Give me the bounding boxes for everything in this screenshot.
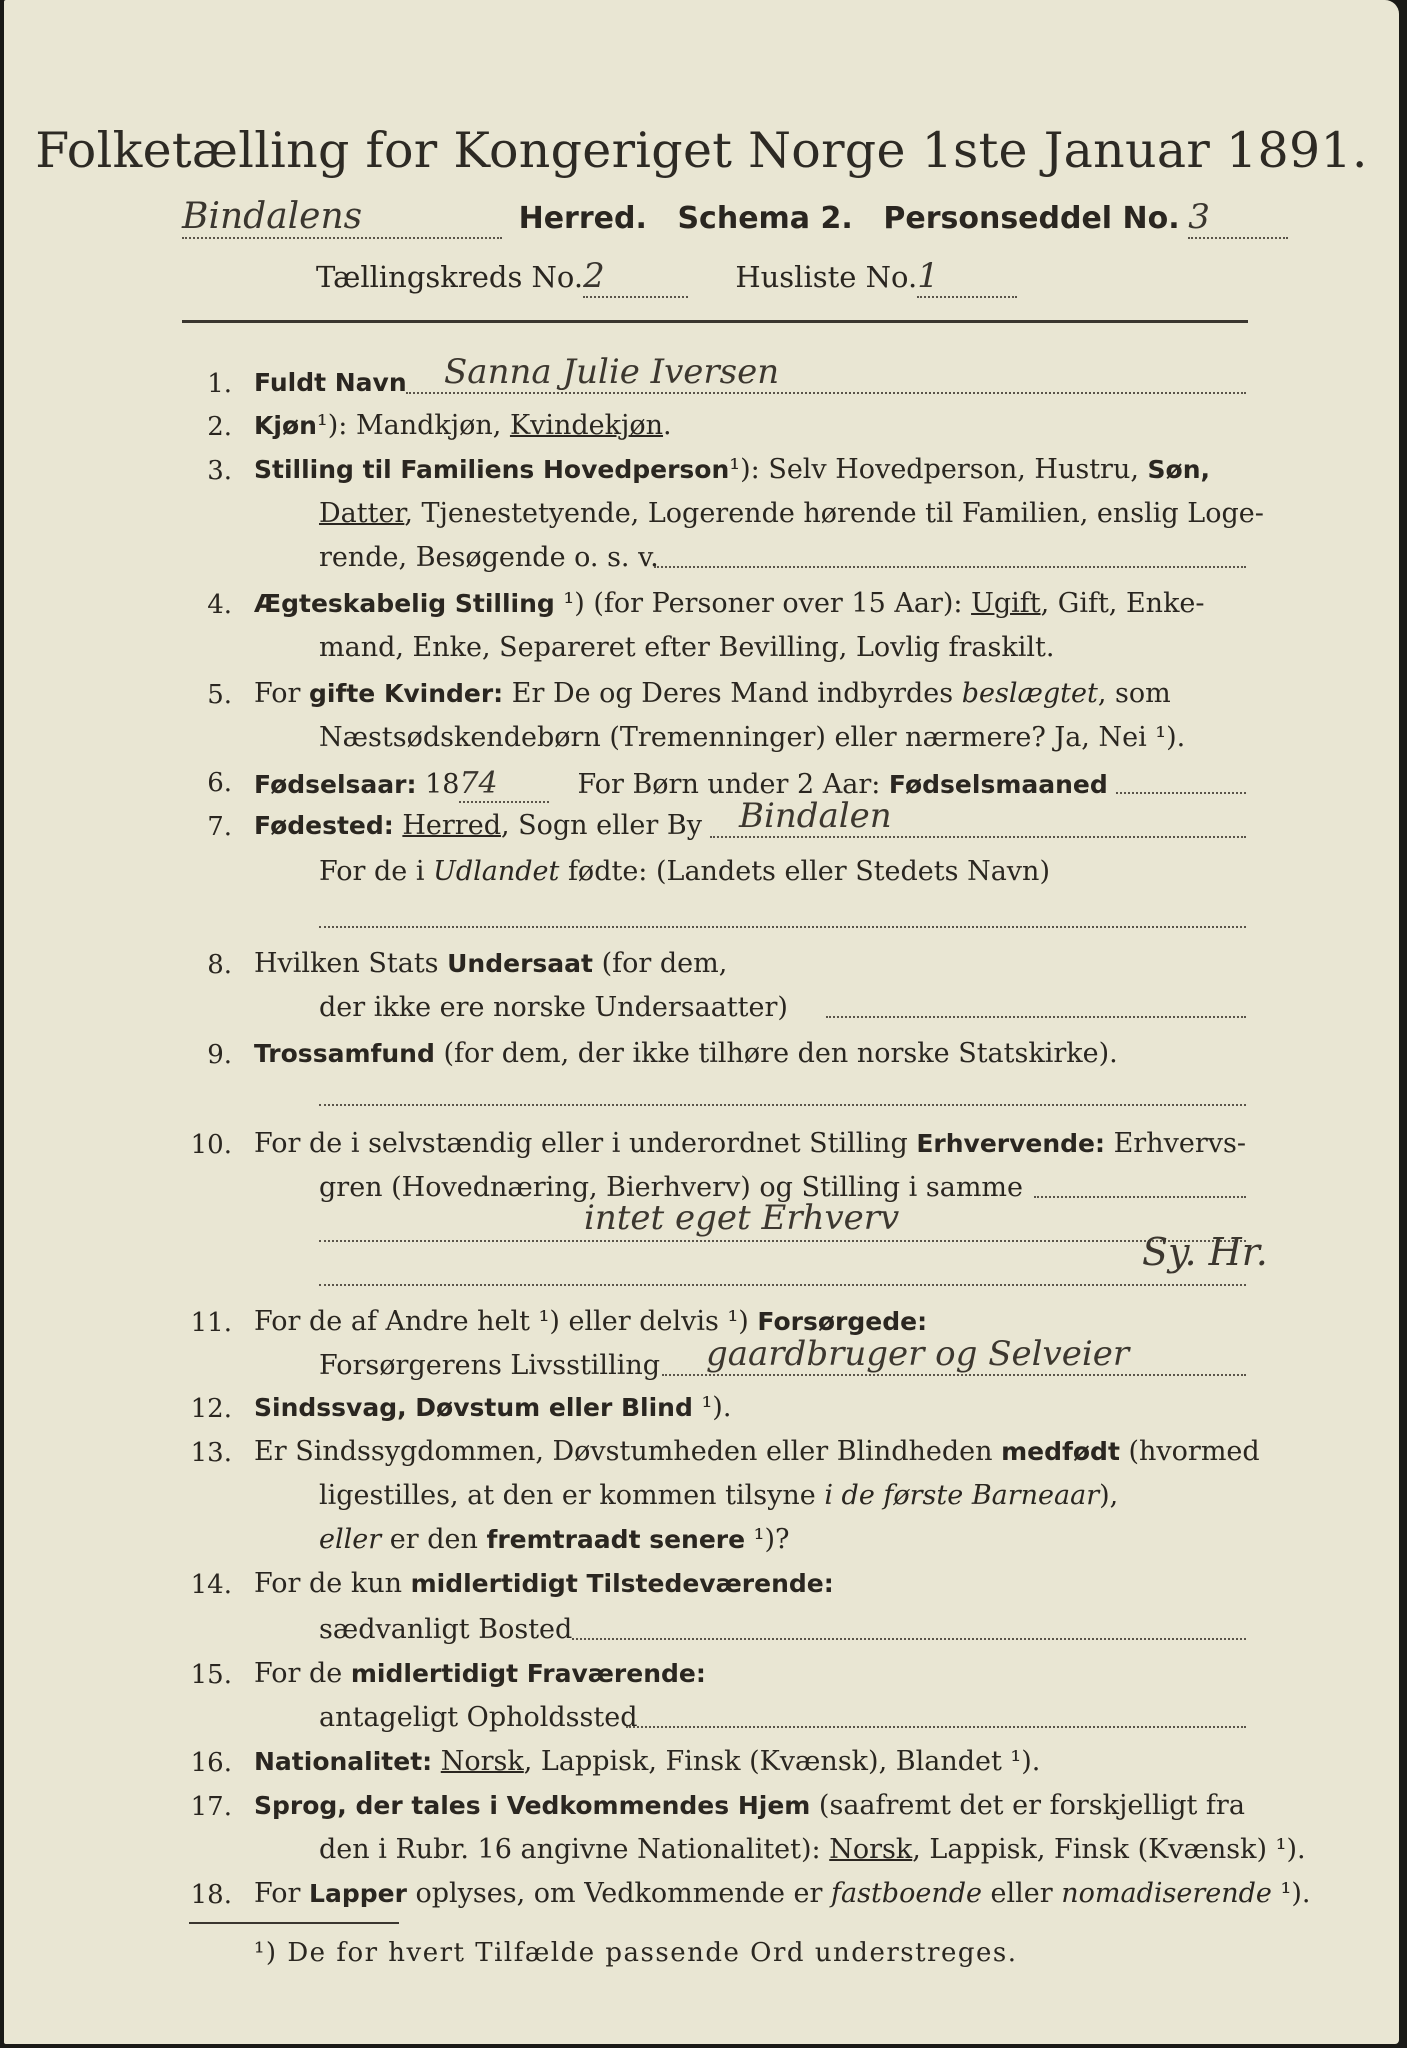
- q8-row2: [319, 992, 788, 1023]
- husliste-label: Husliste No.: [735, 260, 918, 294]
- q3-datter: Datter: [319, 498, 405, 529]
- q8-label: Undersaat: [447, 949, 593, 978]
- q18-fastboende: fastboende: [831, 1878, 982, 1909]
- q9-text: (for dem, der ikke tilhøre den norske Statskirke).: [434, 1038, 1118, 1069]
- q10-text: gren (Hovednæring, Bierhverv) og Stilling i samme: [319, 1172, 1024, 1203]
- item-number: 6.: [207, 768, 232, 798]
- q10-label: Erhvervende:: [916, 1129, 1106, 1158]
- q13-text: Er Sindssygdommen, Døvstumheden eller Blindheden: [254, 1436, 1002, 1467]
- q14-row1: [254, 1568, 834, 1599]
- q5-row2: [319, 722, 1185, 753]
- q6-text: For Børn under 2 Aar:: [577, 769, 889, 800]
- q14-fill-line: [572, 1638, 1246, 1640]
- q13-row2: [319, 1480, 1118, 1511]
- q4-text: mand, Enke, Separeret efter Bevilling, Lovlig fraskilt.: [319, 632, 1055, 663]
- q13-row1: [254, 1436, 1260, 1467]
- q3-fill-line: [654, 566, 1246, 568]
- item-number: 16.: [190, 1748, 232, 1778]
- q6-prefix: 18: [416, 769, 460, 800]
- q7-herred: Herred: [402, 810, 501, 841]
- q11-text: Forsørgerens Livsstilling: [319, 1350, 661, 1381]
- q13-text: ¹)?: [745, 1524, 790, 1555]
- herred-label: Herred.: [518, 201, 647, 236]
- item-number: 2.: [207, 412, 232, 442]
- item-number: 10.: [190, 1130, 232, 1160]
- q6-row: [254, 766, 1108, 803]
- q3-row2: [319, 498, 1264, 529]
- q18-text: ¹).: [1271, 1878, 1311, 1909]
- q10-fill-line-2: [319, 1240, 1246, 1242]
- q11-fill-line: [662, 1374, 1246, 1376]
- q5-text: Er De og Deres Mand indbyrdes: [503, 678, 962, 709]
- q13-text: ligestilles, at den er kommen tilsyne: [319, 1480, 825, 1511]
- q14-text: sædvanligt Bosted: [319, 1614, 573, 1645]
- header-row-kreds: [316, 256, 1017, 298]
- q2-row: [254, 410, 672, 441]
- q15-text: antageligt Opholdssted: [319, 1702, 638, 1733]
- q1-fill-line: [406, 392, 1246, 394]
- q11-answer: gaardbruger og Selveier: [706, 1334, 1130, 1374]
- q9-fill-line: [319, 1104, 1246, 1106]
- q5-beslaegtet: beslægtet: [961, 678, 1098, 709]
- kreds-value: 2: [583, 256, 688, 298]
- q12-label: Sindssvag, Døvstum eller Blind: [254, 1393, 693, 1422]
- q8-text: (for dem,: [592, 948, 728, 979]
- q3-row3: [319, 542, 659, 573]
- q3-son: Søn,: [1147, 455, 1211, 484]
- q18-nomadiserende: nomadiserende: [1061, 1878, 1272, 1909]
- q3-text: ¹): Selv Hovedperson, Hustru,: [729, 454, 1148, 485]
- q5-text: For: [254, 678, 310, 709]
- q18-text: oplyses, om Vedkommende er: [406, 1878, 831, 1909]
- q7-text: fødte: (Landets eller Stedets Navn): [559, 856, 1050, 887]
- q5-row1: [254, 678, 1171, 709]
- personseddel-value: 3: [1188, 197, 1288, 239]
- q1-label: Fuldt Navn: [254, 368, 407, 397]
- q14-row2: [319, 1614, 572, 1645]
- item-number: 11.: [190, 1308, 232, 1338]
- q7-row1: [254, 810, 702, 841]
- footnote-divider: [189, 1922, 399, 1924]
- item-number: 1.: [207, 369, 232, 399]
- q9-label: Trossamfund: [254, 1039, 435, 1068]
- q4-row2: [319, 632, 1054, 663]
- q8-text: der ikke ere norske Undersaatter): [319, 992, 788, 1023]
- item-number: 9.: [207, 1040, 232, 1070]
- q3-text: , Tjenestetyende, Logerende hørende til Familien, enslig Loge-: [404, 498, 1264, 529]
- q8-text: Hvilken Stats: [254, 948, 448, 979]
- q4-text: , Gift, Enke-: [1040, 588, 1205, 619]
- q17-row1: [254, 1790, 1245, 1821]
- q15-label: midlertidigt Fraværende:: [350, 1659, 706, 1688]
- superscript: ¹):: [316, 410, 348, 441]
- q14-label: midlertidigt Tilstedeværende:: [410, 1569, 834, 1598]
- item-number: 14.: [190, 1570, 232, 1600]
- header-divider: [182, 320, 1248, 323]
- q7-fill-line-2: [319, 926, 1246, 928]
- q14-text: For de kun: [254, 1568, 411, 1599]
- item-number: 4.: [207, 590, 232, 620]
- herred-value: Bindalens: [182, 196, 502, 239]
- q11-text: For de af Andre helt ¹) eller delvis ¹): [254, 1306, 758, 1337]
- q3-row1: [254, 454, 1210, 485]
- q13-barneaar: i de første Barneaar: [824, 1480, 1100, 1511]
- item-number: 18.: [190, 1880, 232, 1910]
- punct: .: [663, 410, 672, 441]
- q5-text: , som: [1097, 678, 1171, 709]
- q16-text: , Lappisk, Finsk (Kvænsk), Blandet ¹).: [523, 1746, 1041, 1777]
- q12-row: [254, 1392, 731, 1423]
- q4-ugift: Ugift: [971, 588, 1041, 619]
- q7-row2: [319, 856, 1050, 887]
- q1-row: [254, 367, 407, 398]
- item-number: 8.: [207, 950, 232, 980]
- q18-text: For: [254, 1878, 310, 1909]
- q4-text: ¹) (for Personer over 15 Aar):: [554, 588, 972, 619]
- q17-text: den i Rubr. 16 angivne Nationalitet):: [319, 1834, 830, 1865]
- q10-initials: Sy. Hr.: [1142, 1230, 1268, 1274]
- q18-row: [254, 1878, 1310, 1909]
- item-number: 3.: [207, 456, 232, 486]
- q10-text: Erhvervs-: [1105, 1128, 1246, 1159]
- q4-row1: [254, 588, 1205, 619]
- q18-label: Lapper: [309, 1879, 407, 1908]
- q7-fill-line: [710, 836, 1246, 838]
- q9-row: [254, 1038, 1118, 1069]
- q2-option-kvinde: Kvindekjøn: [509, 410, 664, 441]
- q16-row: [254, 1746, 1040, 1777]
- q11-row1: [254, 1306, 927, 1337]
- q10-fill-line-3: [319, 1284, 1246, 1286]
- q6-label: Fødselsaar:: [254, 770, 417, 799]
- item-number: 12.: [190, 1394, 232, 1424]
- q7-answer: Bindalen: [739, 796, 892, 836]
- q10-text: For de i selvstændig eller i underordnet Stilling: [254, 1128, 917, 1159]
- q13-eller: eller: [319, 1524, 382, 1555]
- item-number: 15.: [190, 1660, 232, 1690]
- q10-answer: intet eget Erhverv: [584, 1198, 900, 1238]
- q13-text: er den: [381, 1524, 487, 1555]
- q13-text: (hvormed: [1119, 1436, 1260, 1467]
- item-number: 17.: [190, 1792, 232, 1822]
- item-number: 5.: [207, 680, 232, 710]
- q7-udlandet: Udlandet: [433, 856, 560, 887]
- kreds-label: Tællingskreds No.: [316, 260, 584, 294]
- personseddel-label: Personseddel No.: [883, 201, 1180, 236]
- schema-label: Schema 2.: [677, 201, 853, 236]
- q15-row2: [319, 1702, 638, 1733]
- q2-label: Kjøn: [254, 411, 317, 440]
- form-title: Folketælling for Kongeriget Norge 1ste Januar 1891.: [35, 122, 1368, 179]
- q3-text: rende, Besøgende o. s. v.: [319, 542, 659, 573]
- q4-label: Ægteskabelig Stilling: [254, 589, 555, 618]
- q17-text: , Lappisk, Finsk (Kvænsk) ¹).: [912, 1834, 1306, 1865]
- q11-label: Forsørgede:: [757, 1307, 928, 1336]
- q13-fremtraadt: fremtraadt senere: [486, 1525, 746, 1554]
- footnote: ¹) De for hvert Tilfælde passende Ord understreges.: [254, 1938, 1018, 1968]
- q16-norsk: Norsk: [440, 1746, 524, 1777]
- q7-text: , Sogn eller By: [500, 810, 702, 841]
- q13-text: ),: [1099, 1480, 1119, 1511]
- superscript: ¹).: [692, 1392, 732, 1423]
- q11-row2: [319, 1350, 660, 1381]
- q16-label: Nationalitet:: [254, 1747, 433, 1776]
- q3-label: Stilling til Familiens Hovedperson: [254, 455, 730, 484]
- q7-label: Fødested:: [254, 811, 394, 840]
- census-form-page: [4, 0, 1399, 2044]
- q5-text: Næstsødskendebørn (Tremenninger) eller nærmere? Ja, Nei ¹).: [319, 722, 1186, 753]
- q2-option-mand: Mandkjøn,: [347, 410, 510, 441]
- q1-answer: Sanna Julie Iversen: [444, 352, 780, 392]
- husliste-value: 1: [917, 256, 1017, 298]
- q18-text: eller: [981, 1878, 1062, 1909]
- q17-text: (saafremt det er forskjelligt fra: [810, 1790, 1245, 1821]
- item-number: 13.: [190, 1438, 232, 1468]
- q10-row1: [254, 1128, 1246, 1159]
- q6-answer: 74: [459, 766, 549, 803]
- q13-medfodt: medfødt: [1001, 1437, 1120, 1466]
- q8-row1: [254, 948, 727, 979]
- q13-row3: [319, 1524, 790, 1555]
- header-row-herred: [182, 196, 1288, 239]
- q15-fill-line: [626, 1726, 1246, 1728]
- item-number: 7.: [207, 812, 232, 842]
- q17-label: Sprog, der tales i Vedkommendes Hjem: [254, 1791, 811, 1820]
- q5-label: gifte Kvinder:: [309, 679, 504, 708]
- q6-fill-line: [1116, 792, 1246, 794]
- q10-fill-line: [1034, 1196, 1246, 1198]
- q6-label2: Fødselsmaaned: [888, 770, 1108, 799]
- q17-row2: [319, 1834, 1306, 1865]
- q7-text: For de i: [319, 856, 434, 887]
- q8-fill-line: [826, 1016, 1246, 1018]
- q15-text: For de: [254, 1658, 351, 1689]
- q17-norsk: Norsk: [829, 1834, 913, 1865]
- q15-row1: [254, 1658, 706, 1689]
